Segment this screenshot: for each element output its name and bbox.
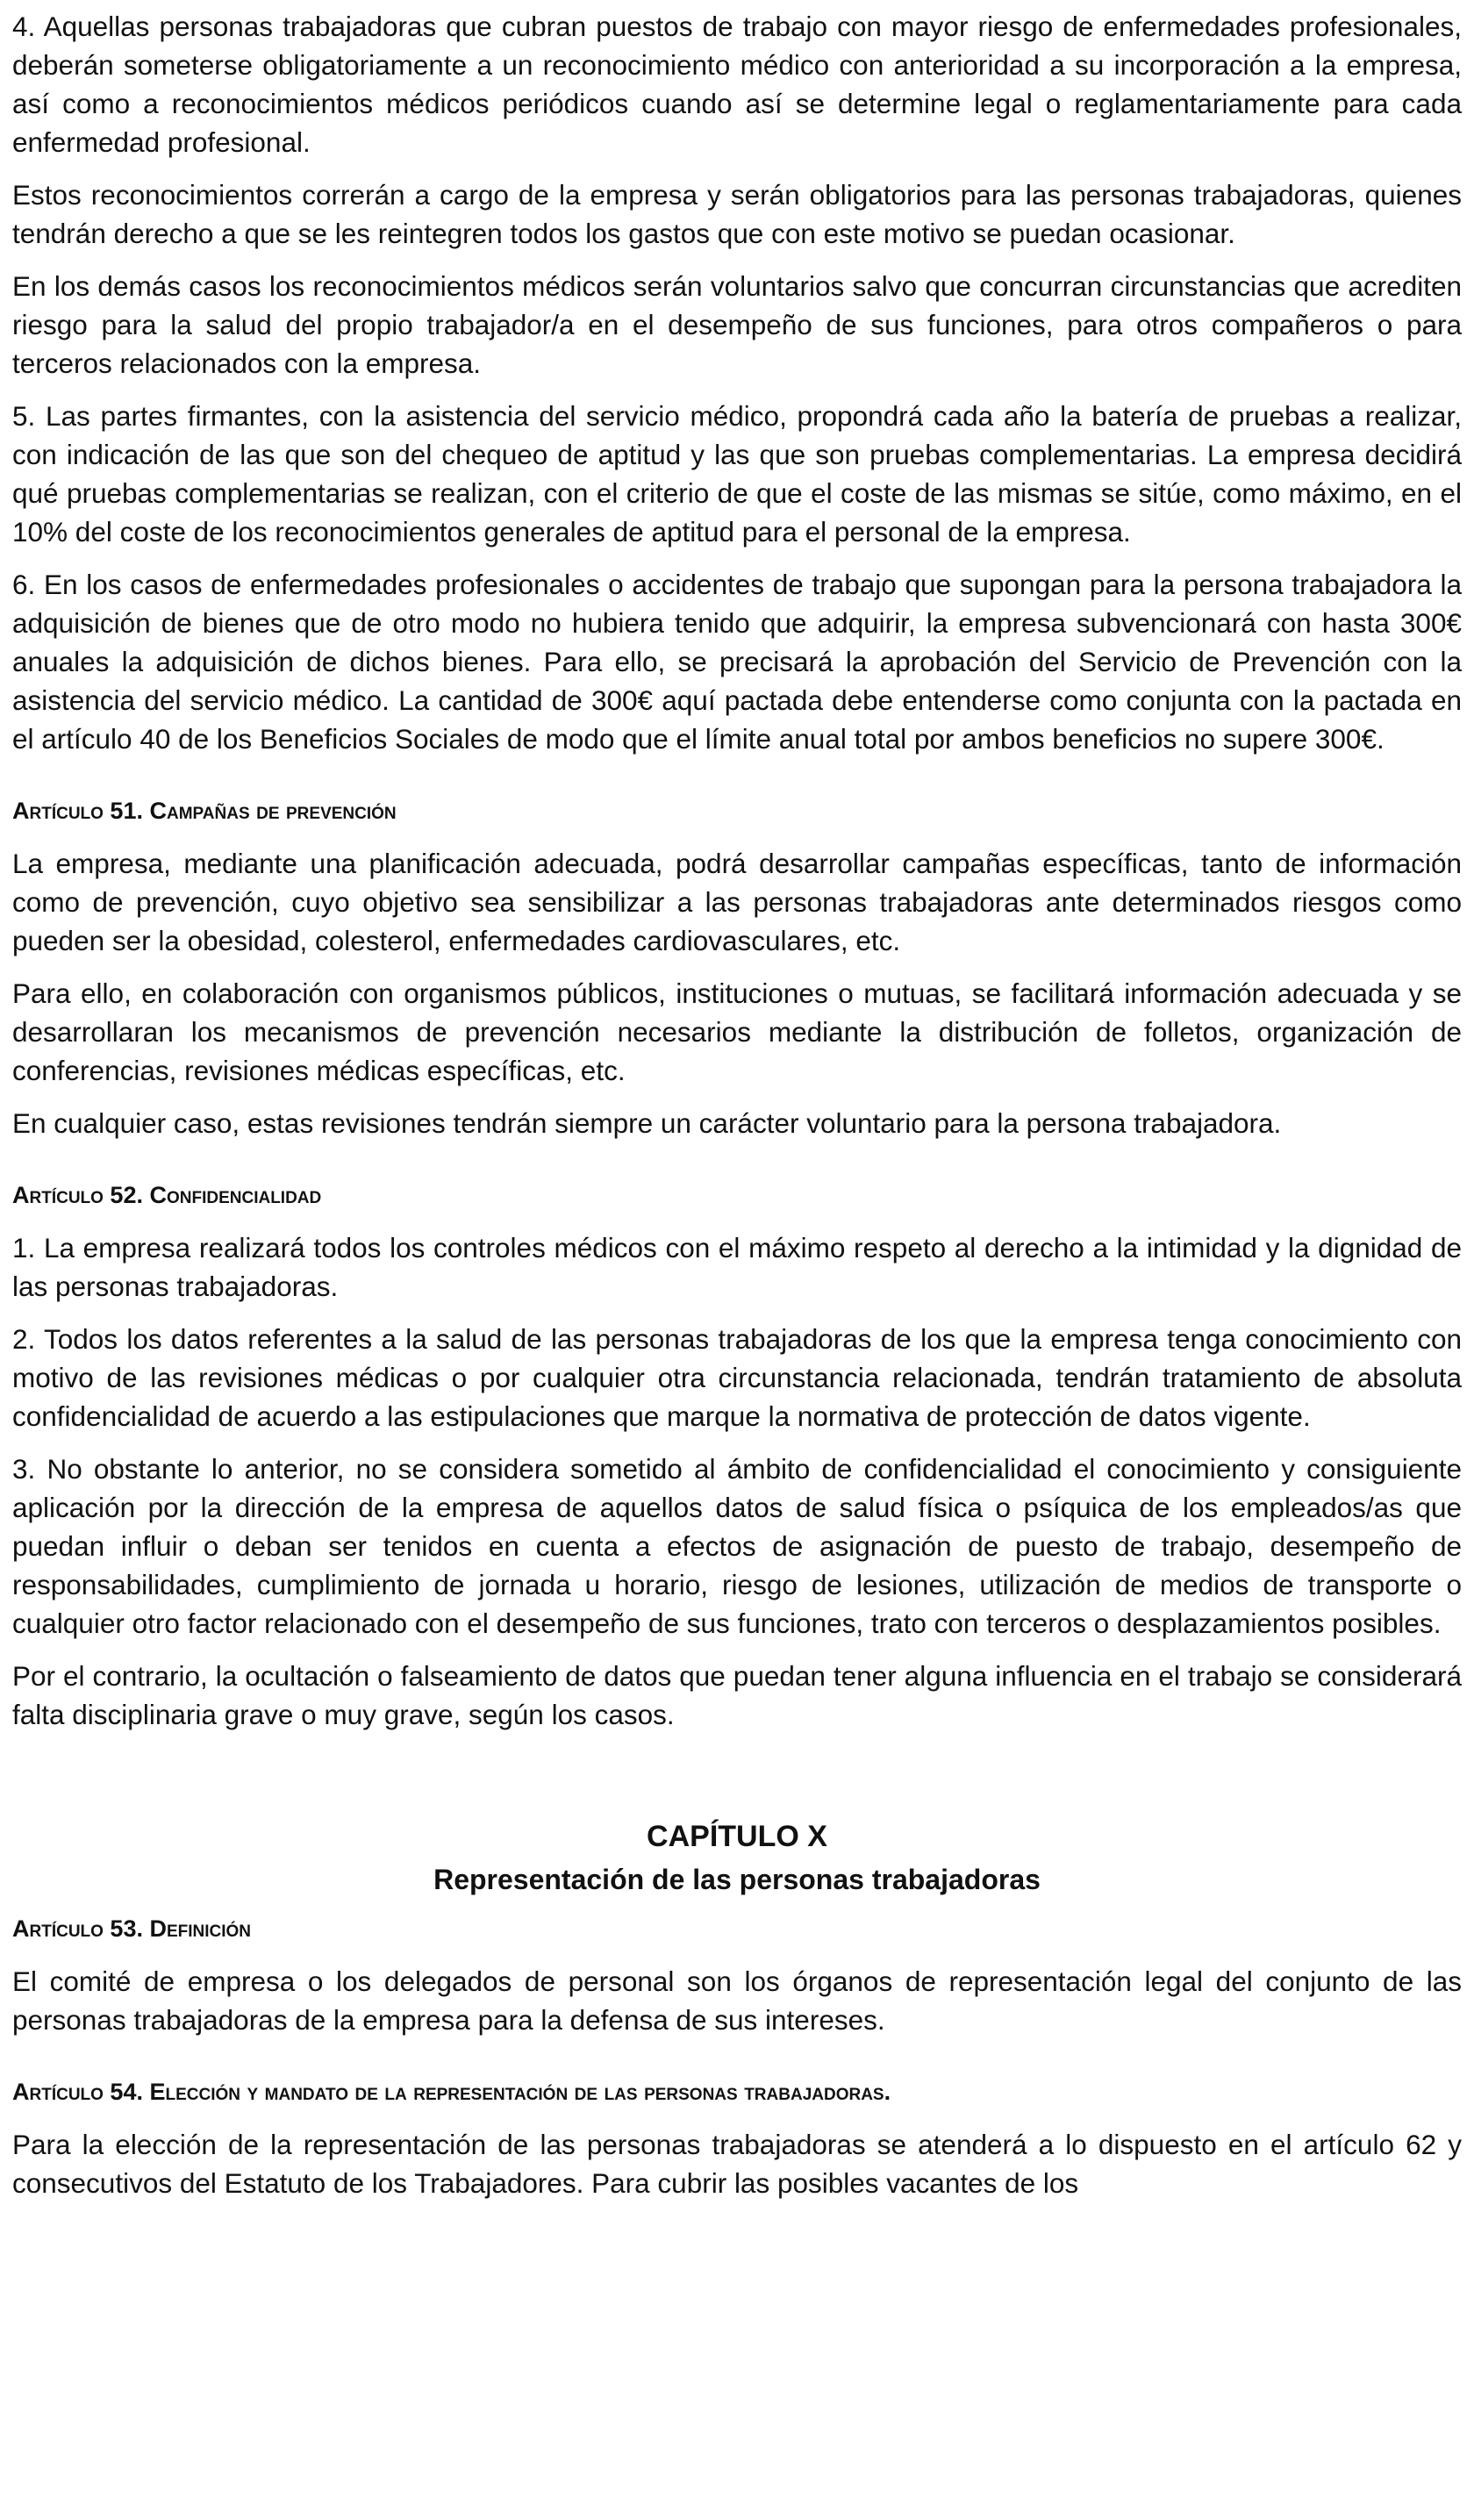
- article-53-paragraph: El comité de empresa o los delegados de personal son los órganos de representación legal del conjunto de las personas trabajadoras de la empresa para la defensa de sus intereses.: [12, 1965, 1462, 2036]
- paragraph-exam-costs: Estos reconocimientos correrán a cargo de la empresa y serán obligatorios para las personas trabajadoras, quienes tendrán derecho a que se les reintegren todos los gastos que con este motivo se puedan ocasionar.: [12, 179, 1462, 249]
- paragraph-6-subsidy: 6. En los casos de enfermedades profesionales o accidentes de trabajo que supongan para la persona trabajadora la adquisición de bienes que de otro modo no hubiera tenido que adquirir, la empresa subvencionará con hasta 300€ anuales la adquisición de dichos bienes. Para ello, se precisará la aprobación del Servicio de Prevención con la asistencia del servicio médico. La cantidad de 300€ aquí pactada debe entenderse como conjunta con la pactada en el artículo 40 de los Beneficios Sociales de modo que el límite anual total por ambos beneficios no supere 300€.: [12, 569, 1462, 755]
- paragraph-5-test-battery: 5. Las partes firmantes, con la asistencia del servicio médico, propondrá cada año la batería de pruebas a realizar, con indicación de las que son del chequeo de aptitud y las que son pruebas complementarias. La empresa decidirá qué pruebas complementarias se realizan, con el criterio de que el coste de las mismas se sitúe, como máximo, en el 10% del coste de los reconocimientos generales de aptitud para el personal de la empresa.: [12, 400, 1462, 548]
- article-54-heading: Artículo 54. Elección y mandato de la representación de las personas trabajadoras.: [12, 2079, 891, 2105]
- article-51-paragraph: La empresa, mediante una planificación adecuada, podrá desarrollar campañas específicas, tanto de información como de prevención, cuyo objetivo sea sensibilizar a las personas trabajadoras ante determinados riesgos como pueden ser la obesidad, colesterol, enfermedades cardiovasculares, etc.: [12, 848, 1462, 956]
- article-54-paragraph: Para la elección de la representación de las personas trabajadoras se atenderá a lo dispuesto en el artículo 62 y consecutivos del Estatuto de los Trabajadores. Para cubrir las posibles vacantes de los: [12, 2129, 1462, 2199]
- paragraph-voluntary-exams: En los demás casos los reconocimientos médicos serán voluntarios salvo que concurran circunstancias que acrediten riesgo para la salud del propio trabajador/a en el desempeño de sus funciones, para otros compañeros o para terceros relacionados con la empresa.: [12, 270, 1462, 379]
- article-53-heading: Artículo 53. Definición: [12, 1915, 252, 1942]
- article-52-paragraph: Por el contrario, la ocultación o falseamiento de datos que puedan tener alguna influencia en el trabajo se considerará falta disciplinaria grave o muy grave, según los casos.: [12, 1660, 1462, 1730]
- article-52-paragraph: 1. La empresa realizará todos los controles médicos con el máximo respeto al derecho a la intimidad y la dignidad de las personas trabajadoras.: [12, 1232, 1462, 1302]
- article-51-paragraph: Para ello, en colaboración con organismos públicos, instituciones o mutuas, se facilitará información adecuada y se desarrollaran los mecanismos de prevención necesarios mediante la distribución de folletos, organización de conferencias, revisiones médicas específicas, etc.: [12, 977, 1462, 1086]
- chapter-title: CAPÍTULO X: [647, 1820, 827, 1853]
- article-52-paragraph: 3. No obstante lo anterior, no se considera sometido al ámbito de confidencialidad el conocimiento y consiguiente aplicación por la dirección de la empresa de aquellos datos de salud física o psíquica de los empleados/as que puedan influir o deban ser tenidos en cuenta a efectos de asignación de puesto de trabajo, desempeño de responsabilidades, cumplimiento de jornada u horario, riesgo de lesiones, utilización de medios de transporte o cualquier otro factor relacionado con el desempeño de sus funciones, trato con terceros o desplazamientos posibles.: [12, 1453, 1462, 1639]
- article-52-heading: Artículo 52. Confidencialidad: [12, 1182, 322, 1208]
- chapter-header: [12, 1815, 1462, 1901]
- paragraph-4-medical-exams: 4. Aquellas personas trabajadoras que cubran puestos de trabajo con mayor riesgo de enfermedades profesionales, deberán someterse obligatoriamente a un reconocimiento médico con anterioridad a su incorporación a la empresa, así como a reconocimientos médicos periódicos cuando así se determine legal o reglamentariamente para cada enfermedad profesional.: [12, 11, 1462, 158]
- article-52-paragraph: 2. Todos los datos referentes a la salud de las personas trabajadoras de los que la empresa tenga conocimiento con motivo de las revisiones médicas o por cualquier otra circunstancia relacionada, tendrán tratamiento de absoluta confidencialidad de acuerdo a las estipulaciones que marque la normativa de protección de datos vigente.: [12, 1323, 1462, 1432]
- chapter-subtitle: Representación de las personas trabajadoras: [433, 1864, 1041, 1895]
- article-51-paragraph: En cualquier caso, estas revisiones tendrán siempre un carácter voluntario para la persona trabajadora.: [12, 1107, 1282, 1139]
- article-51-heading: Artículo 51. Campañas de prevención: [12, 798, 397, 824]
